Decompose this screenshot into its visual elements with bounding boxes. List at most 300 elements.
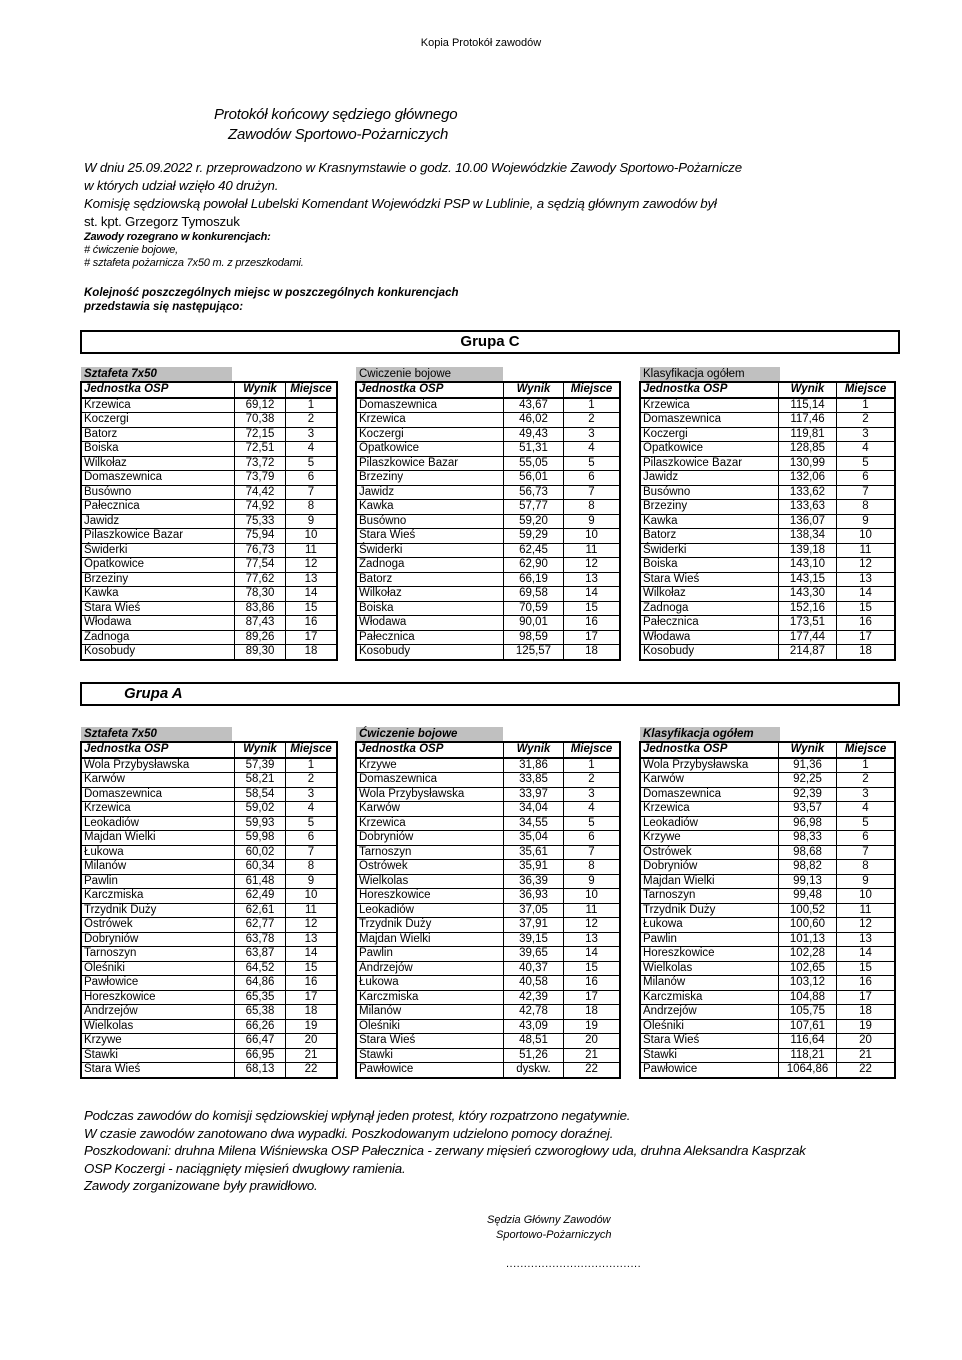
unit-cell: Stara Wieś <box>81 601 235 616</box>
place-cell: 15 <box>837 961 896 976</box>
unit-cell: Busówno <box>356 514 504 529</box>
col-result: Wynik <box>235 382 286 398</box>
result-cell: 49,43 <box>504 427 564 442</box>
unit-cell: Krzywe <box>356 758 504 773</box>
table-row <box>356 1034 620 1049</box>
place-cell: 17 <box>564 630 621 645</box>
place-cell: 19 <box>837 1019 896 1034</box>
result-cell: 98,82 <box>779 860 837 875</box>
results-table <box>355 741 621 1079</box>
title-line-1: Protokół końcowy sędziego głównego <box>214 106 458 123</box>
unit-cell: Dobryniów <box>81 932 235 947</box>
place-cell: 2 <box>286 773 338 788</box>
table-row <box>81 645 337 660</box>
result-cell: 92,39 <box>779 787 837 802</box>
results-table <box>80 381 338 661</box>
unit-cell: Pilaszkowice Bazar <box>81 529 235 544</box>
place-cell: 13 <box>837 932 896 947</box>
unit-cell: Pałecznica <box>640 616 779 631</box>
result-cell: 69,58 <box>504 587 564 602</box>
table-row <box>640 529 895 544</box>
result-cell: 89,30 <box>235 645 286 660</box>
table-row <box>356 860 620 875</box>
unit-cell: Dobryniów <box>640 860 779 875</box>
place-cell: 21 <box>564 1048 621 1063</box>
place-cell: 12 <box>286 558 338 573</box>
place-cell: 3 <box>286 427 338 442</box>
result-cell: 59,20 <box>504 514 564 529</box>
place-cell: 16 <box>286 616 338 631</box>
place-cell: 8 <box>564 500 621 515</box>
result-cell: 139,18 <box>779 543 837 558</box>
result-cell: 39,15 <box>504 932 564 947</box>
unit-cell: Majdan Wielki <box>81 831 235 846</box>
table-row <box>640 558 895 573</box>
remark-line-1: Podczas zawodów do komisji sędziowskiej wpłynął jeden protest, który rozpatrzono negatywnie. <box>84 1108 631 1123</box>
place-cell: 5 <box>837 456 896 471</box>
table-row <box>81 601 337 616</box>
table-row <box>640 572 895 587</box>
table-row <box>356 947 620 962</box>
place-cell: 12 <box>564 558 621 573</box>
unit-cell: Krzewica <box>640 802 779 817</box>
place-cell: 16 <box>837 976 896 991</box>
result-cell: 75,94 <box>235 529 286 544</box>
group-a-overall-table <box>639 727 896 1079</box>
unit-cell: Pawlin <box>640 932 779 947</box>
unit-cell: Stara Wieś <box>640 1034 779 1049</box>
result-cell: 73,79 <box>235 471 286 486</box>
table-row <box>81 529 337 544</box>
place-cell: 10 <box>286 529 338 544</box>
unit-cell: Łukowa <box>640 918 779 933</box>
place-cell: 16 <box>837 616 896 631</box>
unit-cell: Pałecznica <box>81 500 235 515</box>
place-cell: 17 <box>837 630 896 645</box>
table-row <box>356 500 620 515</box>
table-row <box>640 816 895 831</box>
unit-cell: Wilkołaz <box>640 587 779 602</box>
unit-cell: Stara Wieś <box>640 572 779 587</box>
unit-cell: Stawki <box>640 1048 779 1063</box>
place-cell: 6 <box>564 471 621 486</box>
result-cell: dyskw. <box>504 1063 564 1078</box>
signature-line-1: Sędzia Główny Zawodów <box>487 1214 611 1226</box>
place-cell: 5 <box>564 456 621 471</box>
result-cell: 102,28 <box>779 947 837 962</box>
remark-line-2: W czasie zawodów zanotowano dwa wypadki. Poszkodowanym udzielono pomocy doraźnej. <box>84 1125 614 1141</box>
unit-cell: Oleśniki <box>640 1019 779 1034</box>
unit-cell: Oleśniki <box>81 961 235 976</box>
place-cell: 2 <box>564 413 621 428</box>
place-cell: 6 <box>286 471 338 486</box>
result-cell: 102,65 <box>779 961 837 976</box>
table-row <box>640 831 895 846</box>
unit-cell: Krzywe <box>81 1034 235 1049</box>
unit-cell: Batorz <box>356 572 504 587</box>
competition-item-2: # sztafeta pożarnicza 7x50 m. z przeszkodami. <box>84 257 304 269</box>
result-cell: 173,51 <box>779 616 837 631</box>
place-cell: 8 <box>837 500 896 515</box>
table-row <box>81 558 337 573</box>
place-cell: 13 <box>286 572 338 587</box>
result-cell: 55,05 <box>504 456 564 471</box>
result-cell: 43,67 <box>504 398 564 413</box>
unit-cell: Opatkowice <box>81 558 235 573</box>
unit-cell: Brzeziny <box>640 500 779 515</box>
result-cell: 68,13 <box>235 1063 286 1078</box>
place-cell: 14 <box>837 947 896 962</box>
table-row <box>640 485 895 500</box>
table-row <box>81 889 337 904</box>
place-cell: 10 <box>837 889 896 904</box>
place-cell: 17 <box>837 990 896 1005</box>
result-cell: 59,29 <box>504 529 564 544</box>
table-row <box>81 500 337 515</box>
unit-cell: Tarnoszyn <box>356 845 504 860</box>
col-place: Miejsce <box>564 742 621 758</box>
place-cell: 9 <box>564 514 621 529</box>
result-cell: 99,48 <box>779 889 837 904</box>
result-cell: 40,58 <box>504 976 564 991</box>
result-cell: 115,14 <box>779 398 837 413</box>
table-row <box>81 471 337 486</box>
table-row <box>356 918 620 933</box>
place-cell: 7 <box>837 845 896 860</box>
place-cell: 12 <box>837 558 896 573</box>
unit-cell: Brzeziny <box>356 471 504 486</box>
place-cell: 3 <box>837 427 896 442</box>
table-row <box>81 831 337 846</box>
unit-cell: Tarnoszyn <box>640 889 779 904</box>
result-cell: 62,77 <box>235 918 286 933</box>
table-row <box>640 1034 895 1049</box>
result-cell: 39,65 <box>504 947 564 962</box>
table-label: Cwiczenie bojowe <box>356 367 503 381</box>
table-row <box>640 845 895 860</box>
result-cell: 60,34 <box>235 860 286 875</box>
place-cell: 6 <box>564 831 621 846</box>
table-row <box>356 932 620 947</box>
table-label: Klasyfikacja ogółem <box>640 727 780 741</box>
table-row <box>356 398 620 413</box>
result-cell: 75,33 <box>235 514 286 529</box>
table-row <box>356 903 620 918</box>
table-row <box>81 413 337 428</box>
place-cell: 5 <box>837 816 896 831</box>
table-row <box>640 773 895 788</box>
place-cell: 18 <box>837 645 896 660</box>
remark-line-3: Poszkodowani: druhna Milena Wiśniewska OSP Pałecznica - zerwany mięsień czworogłowy uda, druhna Aleksandra Kasprzak <box>84 1143 806 1158</box>
table-row <box>356 558 620 573</box>
place-cell: 1 <box>837 758 896 773</box>
result-cell: 143,10 <box>779 558 837 573</box>
result-cell: 64,52 <box>235 961 286 976</box>
table-row <box>356 587 620 602</box>
result-cell: 87,43 <box>235 616 286 631</box>
place-cell: 16 <box>286 976 338 991</box>
table-row <box>640 442 895 457</box>
place-cell: 6 <box>286 831 338 846</box>
result-cell: 64,86 <box>235 976 286 991</box>
place-cell: 14 <box>286 947 338 962</box>
table-row <box>640 1063 895 1078</box>
result-cell: 65,38 <box>235 1005 286 1020</box>
table-row <box>356 802 620 817</box>
unit-cell: Batorz <box>81 427 235 442</box>
result-cell: 136,07 <box>779 514 837 529</box>
intro-paragraph <box>84 159 884 270</box>
result-cell: 76,73 <box>235 543 286 558</box>
table-row <box>356 601 620 616</box>
result-cell: 98,68 <box>779 845 837 860</box>
result-cell: 57,77 <box>504 500 564 515</box>
result-cell: 34,55 <box>504 816 564 831</box>
place-cell: 3 <box>837 787 896 802</box>
place-cell: 8 <box>837 860 896 875</box>
place-cell: 11 <box>564 903 621 918</box>
unit-cell: Łukowa <box>81 845 235 860</box>
place-cell: 20 <box>837 1034 896 1049</box>
result-cell: 59,93 <box>235 816 286 831</box>
col-unit: Jednostka OSP <box>81 742 235 758</box>
place-cell: 9 <box>837 514 896 529</box>
place-cell: 7 <box>837 485 896 500</box>
unit-cell: Wielkolas <box>81 1019 235 1034</box>
table-row <box>81 442 337 457</box>
order-statement <box>84 286 459 314</box>
table-row <box>81 572 337 587</box>
result-cell: 66,95 <box>235 1048 286 1063</box>
table-row <box>640 514 895 529</box>
order-line-1: Kolejność poszczególnych miejsc w poszczególnych konkurencjach <box>84 287 459 299</box>
unit-cell: Jawidz <box>640 471 779 486</box>
unit-cell: Karwów <box>81 773 235 788</box>
unit-cell: Horeszkowice <box>356 889 504 904</box>
result-cell: 72,51 <box>235 442 286 457</box>
table-row <box>640 616 895 631</box>
result-cell: 66,26 <box>235 1019 286 1034</box>
place-cell: 8 <box>564 860 621 875</box>
result-cell: 74,92 <box>235 500 286 515</box>
result-cell: 143,15 <box>779 572 837 587</box>
place-cell: 13 <box>564 932 621 947</box>
place-cell: 18 <box>564 645 621 660</box>
result-cell: 58,54 <box>235 787 286 802</box>
table-row <box>356 1048 620 1063</box>
result-cell: 77,54 <box>235 558 286 573</box>
result-cell: 51,26 <box>504 1048 564 1063</box>
place-cell: 7 <box>564 485 621 500</box>
table-row <box>640 918 895 933</box>
place-cell: 19 <box>286 1019 338 1034</box>
group-a-relay-table <box>80 727 338 1079</box>
result-cell: 118,21 <box>779 1048 837 1063</box>
unit-cell: Stawki <box>81 1048 235 1063</box>
col-unit: Jednostka OSP <box>81 382 235 398</box>
table-row <box>81 1034 337 1049</box>
result-cell: 62,49 <box>235 889 286 904</box>
result-cell: 40,37 <box>504 961 564 976</box>
unit-cell: Włodawa <box>640 630 779 645</box>
table-row <box>640 398 895 413</box>
unit-cell: Kosobudy <box>81 645 235 660</box>
order-line-2: przedstawia się następująco: <box>84 301 244 313</box>
unit-cell: Leokadiów <box>356 903 504 918</box>
place-cell: 9 <box>286 874 338 889</box>
table-row <box>81 616 337 631</box>
table-row <box>640 758 895 773</box>
table-row <box>640 1005 895 1020</box>
result-cell: 62,61 <box>235 903 286 918</box>
result-cell: 42,78 <box>504 1005 564 1020</box>
unit-cell: Kawka <box>81 587 235 602</box>
table-row <box>81 427 337 442</box>
table-row <box>81 398 337 413</box>
table-row <box>81 845 337 860</box>
unit-cell: Pawlin <box>356 947 504 962</box>
unit-cell: Krzewica <box>640 398 779 413</box>
result-cell: 36,93 <box>504 889 564 904</box>
result-cell: 90,01 <box>504 616 564 631</box>
unit-cell: Łukowa <box>356 976 504 991</box>
place-cell: 18 <box>286 645 338 660</box>
place-cell: 18 <box>837 1005 896 1020</box>
result-cell: 92,25 <box>779 773 837 788</box>
place-cell: 2 <box>837 413 896 428</box>
unit-cell: Leokadiów <box>81 816 235 831</box>
group-c-relay-table <box>80 367 338 661</box>
table-row <box>640 471 895 486</box>
unit-cell: Pawlin <box>81 874 235 889</box>
results-table <box>355 381 621 661</box>
table-row <box>356 514 620 529</box>
place-cell: 11 <box>564 543 621 558</box>
remark-line-5: Zawody zorganizowane były prawidłowo. <box>84 1178 318 1193</box>
unit-cell: Pilaszkowice Bazar <box>640 456 779 471</box>
result-cell: 78,30 <box>235 587 286 602</box>
result-cell: 101,13 <box>779 932 837 947</box>
col-unit: Jednostka OSP <box>356 742 504 758</box>
place-cell: 22 <box>837 1063 896 1078</box>
table-row <box>640 961 895 976</box>
table-row <box>356 572 620 587</box>
result-cell: 133,63 <box>779 500 837 515</box>
place-cell: 11 <box>286 903 338 918</box>
unit-cell: Pałecznica <box>356 630 504 645</box>
unit-cell: Trzydnik Duży <box>640 903 779 918</box>
col-place: Miejsce <box>564 382 621 398</box>
head-judge-name: st. kpt. Grzegorz Tymoszuk <box>84 214 240 229</box>
intro-line-2: w których udział wzięło 40 drużyn. <box>84 178 279 193</box>
unit-cell: Wola Przybysławska <box>640 758 779 773</box>
table-row <box>81 860 337 875</box>
unit-cell: Trzydnik Duży <box>356 918 504 933</box>
table-row <box>356 773 620 788</box>
table-row <box>81 903 337 918</box>
result-cell: 37,05 <box>504 903 564 918</box>
result-cell: 105,75 <box>779 1005 837 1020</box>
result-cell: 62,45 <box>504 543 564 558</box>
place-cell: 21 <box>837 1048 896 1063</box>
result-cell: 152,16 <box>779 601 837 616</box>
unit-cell: Wielkolas <box>356 874 504 889</box>
result-cell: 100,52 <box>779 903 837 918</box>
unit-cell: Stara Wieś <box>356 1034 504 1049</box>
group-a-title: Grupa A <box>124 685 183 702</box>
table-row <box>640 976 895 991</box>
place-cell: 19 <box>564 1019 621 1034</box>
table-row <box>356 471 620 486</box>
unit-cell: Kawka <box>356 500 504 515</box>
result-cell: 130,99 <box>779 456 837 471</box>
result-cell: 214,87 <box>779 645 837 660</box>
group-c-overall-table <box>639 367 896 661</box>
place-cell: 8 <box>286 500 338 515</box>
place-cell: 17 <box>564 990 621 1005</box>
unit-cell: Ostrówek <box>356 860 504 875</box>
result-cell: 72,15 <box>235 427 286 442</box>
table-row <box>356 456 620 471</box>
result-cell: 89,26 <box>235 630 286 645</box>
result-cell: 33,85 <box>504 773 564 788</box>
table-row <box>640 645 895 660</box>
table-row <box>356 889 620 904</box>
unit-cell: Boiska <box>81 442 235 457</box>
unit-cell: Krzewica <box>356 816 504 831</box>
unit-cell: Jawidz <box>81 514 235 529</box>
table-row <box>81 990 337 1005</box>
place-cell: 15 <box>564 961 621 976</box>
place-cell: 15 <box>564 601 621 616</box>
result-cell: 74,42 <box>235 485 286 500</box>
place-cell: 12 <box>837 918 896 933</box>
table-row <box>81 1063 337 1078</box>
signature-line-2: Sportowo-Pożarniczych <box>496 1229 612 1241</box>
unit-cell: Krzywe <box>640 831 779 846</box>
table-row <box>356 529 620 544</box>
unit-cell: Domaszewnica <box>356 398 504 413</box>
unit-cell: Majdan Wielki <box>356 932 504 947</box>
result-cell: 42,39 <box>504 990 564 1005</box>
table-row <box>356 845 620 860</box>
table-row <box>356 442 620 457</box>
result-cell: 128,85 <box>779 442 837 457</box>
place-cell: 2 <box>286 413 338 428</box>
unit-cell: Karczmiska <box>640 990 779 1005</box>
table-row <box>356 758 620 773</box>
table-row <box>81 1005 337 1020</box>
result-cell: 93,57 <box>779 802 837 817</box>
table-row <box>356 816 620 831</box>
result-cell: 70,38 <box>235 413 286 428</box>
unit-cell: Wilkołaz <box>356 587 504 602</box>
results-table <box>80 741 338 1079</box>
table-row <box>81 961 337 976</box>
result-cell: 73,72 <box>235 456 286 471</box>
competition-item-1: # ćwiczenie bojowe, <box>84 244 179 256</box>
col-result: Wynik <box>779 742 837 758</box>
unit-cell: Koczergi <box>640 427 779 442</box>
place-cell: 14 <box>564 947 621 962</box>
unit-cell: Wielkolas <box>640 961 779 976</box>
place-cell: 17 <box>286 630 338 645</box>
group-c-header: Grupa C <box>80 330 900 354</box>
table-row <box>356 990 620 1005</box>
table-row <box>356 485 620 500</box>
place-cell: 20 <box>286 1034 338 1049</box>
place-cell: 15 <box>837 601 896 616</box>
